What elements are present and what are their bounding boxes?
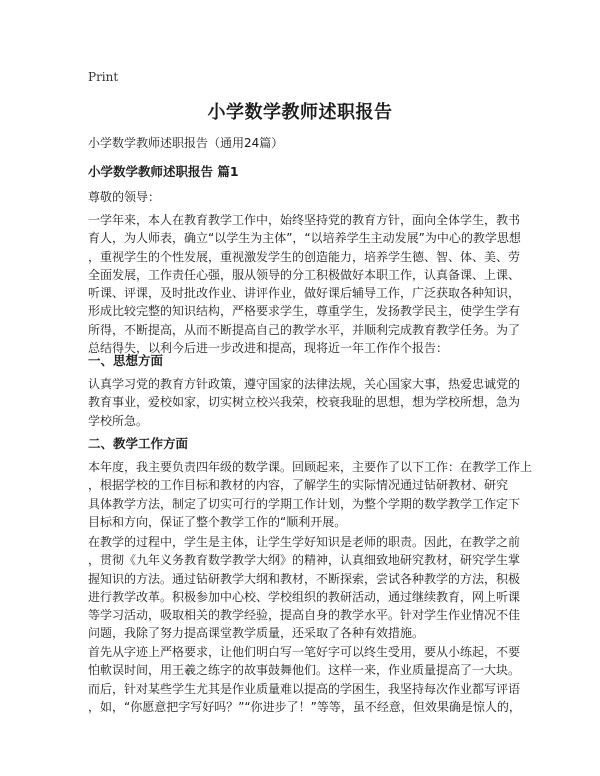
paragraph-line: 问题，我除了努力提高课堂教学质量，还采取了各种有效措施。 — [88, 626, 425, 641]
salutation — [88, 188, 512, 206]
paragraph-line: 具体教学方法，制定了切实可行的学期工作计划，为整个学期的数学教学工作定下 — [88, 496, 521, 511]
paragraph-line: 形成比较完整的知识结构，严格要求学生，尊重学生，发扬教学民主，使学生学有 — [88, 304, 521, 319]
paragraph-line: ，根据学校的工作目标和教材的内容，了解学生的实际情况通过钻研教材、研究 — [88, 478, 509, 493]
paragraph-line: 而后，针对某些学生尤其是作业质量难以提高的学困生，我坚持每次作业都写评语 — [88, 681, 521, 696]
section2-paragraph-1 — [88, 458, 533, 531]
print-label[interactable]: Print — [88, 70, 119, 84]
paragraph-line: 所得，不断提高，从而不断提高自己的教学水平，并顺利完成教育教学任务。为了 — [88, 322, 521, 337]
page-title: 小学数学教师述职报告 — [207, 102, 393, 123]
paragraph-line: 听课、评课，及时批改作业、讲评作业，做好课后辅导工作，广泛获取各种知识， — [88, 286, 521, 301]
paragraph-line: 在教学的过程中，学生是主体，让学生学好知识是老师的职责。因此，在教学之前 — [88, 535, 521, 549]
paragraph-line: 握知识的方法。通过钻研教学大纲和教材，不断探索，尝试各种教学的方法，积极 — [88, 571, 521, 586]
paragraph-line: 进行教学改革。积极参加中心校、学校组织的教研活动，通过继续教育，网上听课 — [88, 589, 521, 604]
section2-paragraph-2 — [88, 533, 521, 643]
paragraph-line: 育人，为人师表，确立“以学生为主体”，“以培养学生主动发展”为中心的教学思想 — [88, 231, 521, 246]
paragraph-line: 等学习活动，吸取相关的教学经验，提高自身的教学水平。针对学生作业情况不佳 — [88, 608, 521, 623]
paragraph-line: 目标和方向，保证了整个教学工作的“顺利开展。 — [88, 514, 347, 529]
section1-paragraph — [88, 375, 521, 430]
paragraph-line: 一学年来，本人在教育教学工作中，始终坚持党的教育方针，面向全体学生，教书 — [88, 213, 521, 227]
paragraph-line: 首先从字迹上严格要求，让他们明白写一笔好字可以终生受用，要从小练起，不要 — [88, 645, 521, 659]
intro-paragraph — [88, 211, 521, 357]
article-heading: 小学数学教师述职报告 篇1 — [88, 164, 239, 179]
document-subtitle: 小学数学教师述职报告（通用24篇） — [88, 136, 284, 150]
section2-paragraph-3 — [88, 643, 521, 716]
section-title-ideology: 一、思想方面 — [88, 353, 164, 368]
paragraph-line: 怕軟误时间，用王羲之练字的故事鼓舞他们。这样一来，作业质量提高了一大块。 — [88, 663, 521, 678]
paragraph-line: 认真学习党的教育方针政策，遵守国家的法律法规，关心国家大事，热爱忠诚党的 — [88, 377, 521, 391]
salutation-text: 尊敬的领导： — [88, 190, 161, 204]
paragraph-line: 学校所急。 — [88, 413, 149, 428]
paragraph-line: 教育事业，爱校如家，切实树立校兴我荣，校衰我耻的思想，想为学校所想，急为 — [88, 395, 521, 410]
paragraph-line: ，如，“你愿意把字写好吗？”“你进步了！”等等，虽不经意，但效果确是惊人的， — [88, 699, 521, 714]
paragraph-line: ，重视学生的个性发展，重视激发学生的创造能力，培养学生德、智、体、美、劳 — [88, 249, 521, 264]
paragraph-line: 本年度，我主要负责四年级的数学课。回顾起来，主要作了以下工作：在教学工作上 — [88, 460, 533, 474]
section-title-teaching: 二、教学工作方面 — [88, 436, 189, 451]
paragraph-line: 总结得失，以利今后进一步改进和提高，现将近一年工作作个报告： — [88, 341, 449, 356]
paragraph-line: 全面发展，工作责任心强，服从领导的分工积极做好本职工作，认真备课、上课、 — [88, 267, 521, 282]
paragraph-line: ，贯彻《九年义务教育数学教学大纲》的精神，认真细致地研究教材，研究学生掌 — [88, 553, 521, 568]
